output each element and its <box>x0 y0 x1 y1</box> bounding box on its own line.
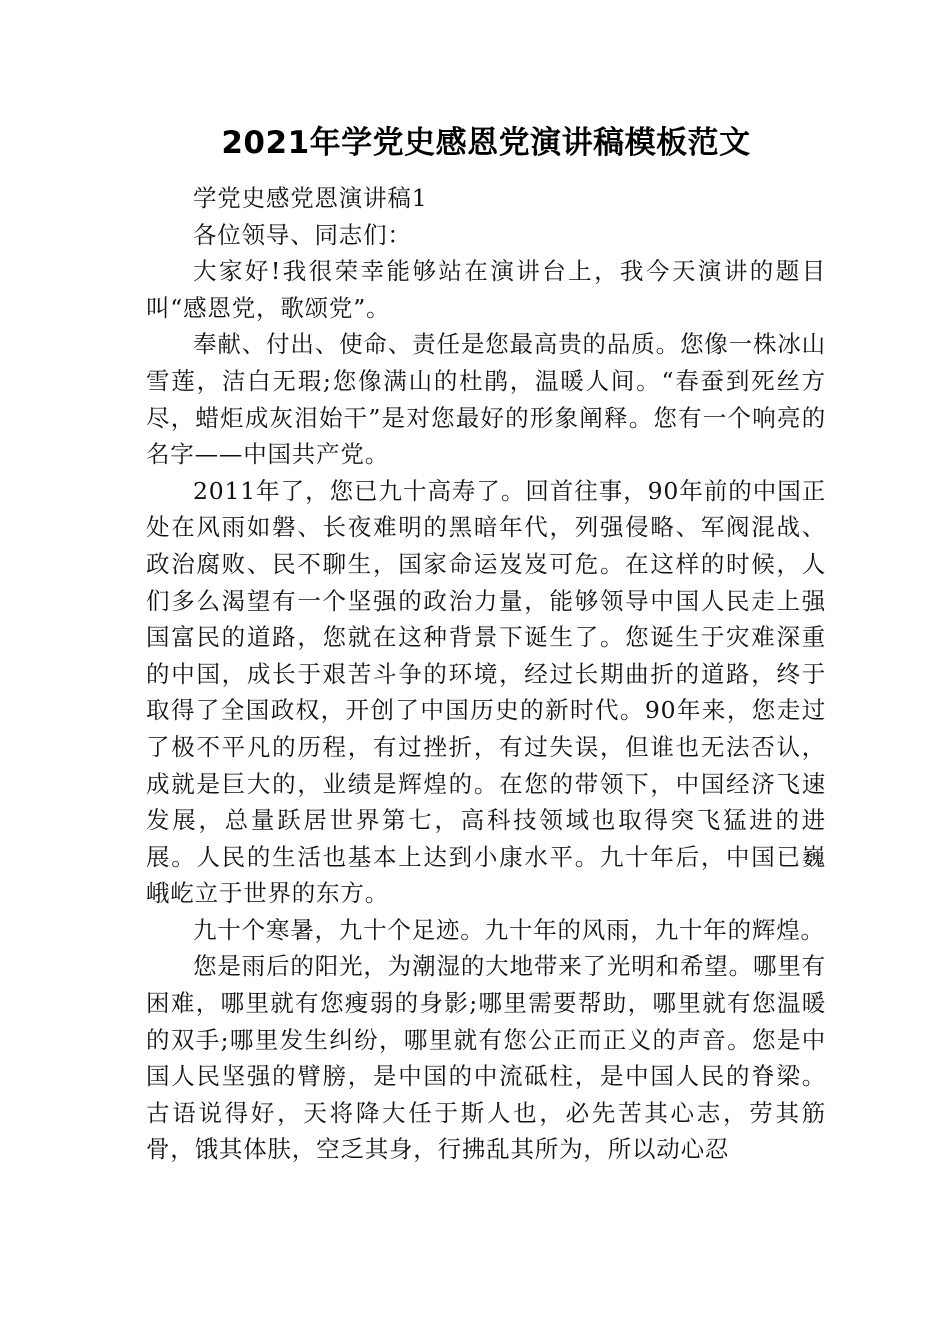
paragraph-history: 2011年了，您已九十高寿了。回首往事，90年前的中国正处在风雨如磐、长夜难明的黑暗年代，列强侵略、军阀混战、政治腐败、民不聊生，国家命运岌岌可危。在这样的时候，人们多么渴望有一个坚强的政治力量，能够领导中国人民走上强国富民的道路，您就在这种背景下诞生了。您诞生于灾难深重的中国，成长于艰苦斗争的环境，经过长期曲折的道路，终于取得了全国政权，开创了中国历史的新时代。90年来，您走过了极不平凡的历程，有过挫折，有过失误，但谁也无法否认，成就是巨大的，业绩是辉煌的。在您的带领下，中国经济飞速发展，总量跃居世界第七，高科技领域也取得突飞猛进的进展。人民的生活也基本上达到小康水平。九十年后，中国已巍峨屹立于世界的东方。 <box>146 476 826 908</box>
paragraph-subtitle: 学党史感党恩演讲稿1 <box>193 184 428 212</box>
paragraph-sunshine: 您是雨后的阳光，为潮湿的大地带来了光明和希望。哪里有困难，哪里就有您瘦弱的身影;哪里需要帮助，哪里就有您温暖的双手;哪里发生纠纷，哪里就有您公正而正义的声音。您是中国人民坚强的臂膀，是中国的中流砥柱，是中国人民的脊梁。古语说得好，天将降大任于斯人也，必先苦其心志，劳其筋骨，饿其体肤，空乏其身，行拂乱其所为，所以动心忍 <box>146 952 826 1164</box>
paragraph-greeting: 大家好!我很荣幸能够站在演讲台上，我今天演讲的题目叫“感恩党，歌颂党”。 <box>146 257 826 322</box>
document-title: 2021年学党史感恩党演讲稿模板范文 <box>221 125 751 161</box>
paragraph-salutation: 各位领导、同志们： <box>193 220 412 249</box>
paragraph-ninety-years: 九十个寒暑，九十个足迹。九十年的风雨，九十年的辉煌。 <box>193 915 825 944</box>
paragraph-qualities: 奉献、付出、使命、责任是您最高贵的品质。您像一株冰山雪莲，洁白无瑕;您像满山的杜鹃，温暖人间。“春蚕到死丝方尽，蜡炬成灰泪始干”是对您最好的形象阐释。您有一个响亮的名字——中国共产党。 <box>146 330 826 469</box>
document-body <box>146 118 826 1168</box>
